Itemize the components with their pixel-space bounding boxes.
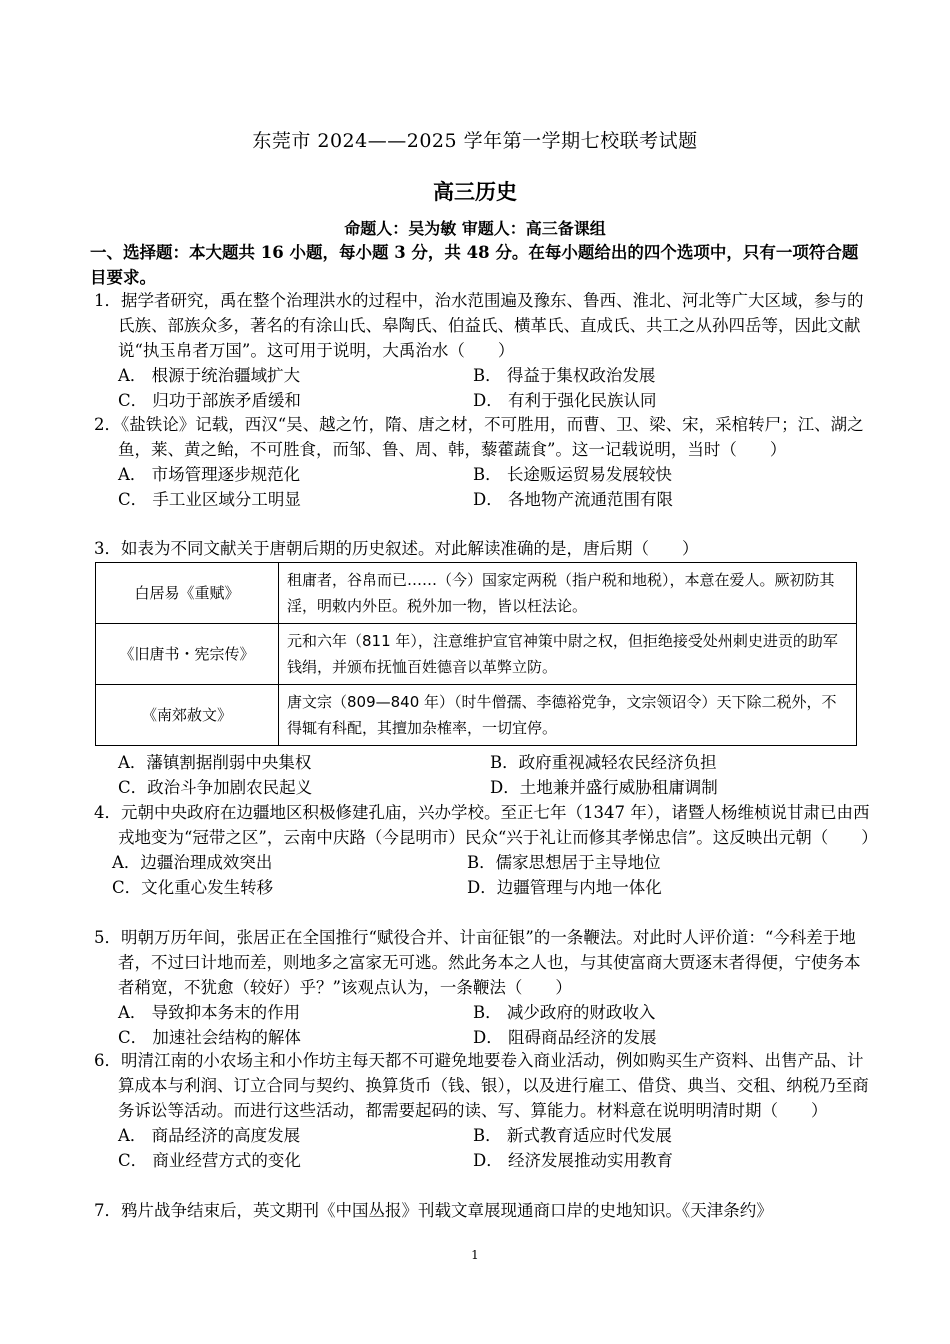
option-a: A． 市场管理逐步规范化 — [118, 465, 301, 484]
option-d: D． 经济发展推动实用教育 — [473, 1151, 673, 1170]
question-text: 2．《盐铁论》记载，西汉“吴、越之竹，隋、唐之材，不可胜用，而曹、卫、梁、宋，采棺转尸；江、湖之鱼，莱、黄之鲐，不可胜食，而邹、鲁、周、韩，藜藿蔬食”。这一记载说明，当时（ ） — [94, 415, 864, 459]
table-row — [96, 563, 857, 624]
option-d: D．边疆管理与内地一体化 — [467, 878, 662, 897]
table-row — [96, 624, 857, 685]
option-c: C． 加速社会结构的解体 — [118, 1028, 301, 1047]
question-4 — [90, 800, 878, 900]
option-d: D． 阻碍商品经济的发展 — [473, 1028, 657, 1047]
option-d: D． 各地物产流通范围有限 — [473, 490, 673, 509]
question-text: 4．元朝中央政府在边疆地区积极修建孔庙，兴办学校。至正七年（1347 年），诸暨人杨维桢说甘肃已由西戎地变为“冠带之区”，云南中庆路（今昆明市）民众“兴于礼让而修其孝悌忠信”。这反映出元朝（ ） — [94, 803, 878, 847]
question-text: 3．如表为不同文献关于唐朝后期的历史叙述。对此解读准确的是，唐后期（ ） — [94, 539, 699, 558]
option-b: B． 减少政府的财政收入 — [473, 1003, 656, 1022]
option-c: C． 手工业区域分工明显 — [118, 490, 301, 509]
page-number: 1 — [471, 1248, 479, 1262]
table-source-cell: 《旧唐书・宪宗传》 — [96, 624, 279, 685]
table-content-cell: 元和六年（811 年），注意维护宣官神策中尉之权，但拒绝接受处州刺史进贡的助军钱绢，并颁布抚恤百姓德音以革弊立防。 — [279, 624, 857, 685]
question-options — [90, 1000, 870, 1050]
question-text: 5．明朝万历年间，张居正在全国推行“赋役合并、计亩征银”的一条鞭法。对此时人评价道：“今科差于地者，不过曰计地而差，则地多之富家无可逃。然此务本之人也，与其使富商大贾逐末者得便，宁使务本者稍宽，不犹愈（较好）乎？”该观点认为，一条鞭法（ ） — [94, 928, 861, 997]
question-3 — [90, 536, 870, 561]
history-table — [95, 562, 857, 746]
option-b: B．儒家思想居于主导地位 — [467, 853, 661, 872]
table-source-cell: 白居易《重赋》 — [96, 563, 279, 624]
question-options — [90, 363, 870, 413]
option-b: B．政府重视减轻农民经济负担 — [490, 753, 717, 772]
question-7 — [90, 1198, 870, 1223]
option-b: B． 长途贩运贸易发展较快 — [473, 465, 672, 484]
option-b: B． 新式教育适应时代发展 — [473, 1126, 672, 1145]
option-c: C． 商业经营方式的变化 — [118, 1151, 301, 1170]
option-c: C．文化重心发生转移 — [112, 878, 274, 897]
question-options — [90, 850, 870, 900]
question-options — [90, 1123, 870, 1173]
option-c: C． 归功于部族矛盾缓和 — [118, 391, 301, 410]
subject-title: 高三历史 — [433, 179, 517, 204]
option-a: A．藩镇割据削弱中央集权 — [118, 753, 312, 772]
option-a: A． 导致抑本务末的作用 — [118, 1003, 301, 1022]
section-heading: 一、选择题：本大题共 16 小题，每小题 3 分，共 48 分。在每小题给出的四个选项中，只有一项符合题目要求。 — [90, 243, 859, 287]
question-5 — [90, 925, 870, 1050]
table-source-cell: 《南郊赦文》 — [96, 685, 279, 746]
question-6 — [90, 1048, 870, 1173]
table-row — [96, 685, 857, 746]
authors-line: 命题人：吴为敏 审题人：高三备课组 — [344, 219, 606, 238]
question-text: 7．鸦片战争结束后，英文期刊《中国丛报》刊载文章展现通商口岸的史地知识。《天津条约》 — [94, 1201, 773, 1220]
option-d: D． 有利于强化民族认同 — [473, 391, 657, 410]
option-c: C．政治斗争加剧农民起义 — [118, 778, 313, 797]
option-a: A．边疆治理成效突出 — [112, 853, 273, 872]
question-3-options — [118, 750, 868, 800]
question-text: 6．明清江南的小农场主和小作坊主每天都不可避免地要卷入商业活动，例如购买生产资料、出售产品、计算成本与利润、订立合同与契约、换算货币（钱、银），以及进行雇工、借贷、典当、交租、纳税乃至商务诉讼等活动。而进行这些活动，都需要起码的读、写、算能力。材料意在说明明清时期（ ） — [94, 1051, 869, 1120]
exam-title: 东莞市 2024——2025 学年第一学期七校联考试题 — [252, 130, 698, 152]
table-content-cell: 租庸者，谷帛而已……（今）国家定两税（指户税和地税），本意在爱人。厥初防其淫，明敕内外臣。税外加一物，皆以枉法论。 — [279, 563, 857, 624]
question-1 — [90, 288, 870, 413]
question-2 — [90, 412, 870, 512]
option-d: D．土地兼并盛行威胁租庸调制 — [490, 778, 718, 797]
question-options — [90, 462, 870, 512]
option-a: A． 根源于统治疆域扩大 — [118, 366, 301, 385]
question-text: 1．据学者研究，禹在整个治理洪水的过程中，治水范围遍及豫东、鲁西、淮北、河北等广大区域，参与的氏族、部族众多，著名的有涂山氏、皋陶氏、伯益氏、横革氏、直成氏、共工之从孙四岳等，因此文献说“执玉帛者万国”。这可用于说明，大禹治水（ ） — [94, 291, 864, 360]
option-a: A． 商品经济的高度发展 — [118, 1126, 301, 1145]
option-b: B． 得益于集权政治发展 — [473, 366, 656, 385]
table-content-cell: 唐文宗（809—840 年）（时牛僧孺、李德裕党争，文宗领诏令）天下除二税外，不得辄有科配，其擅加杂榷率，一切宜停。 — [279, 685, 857, 746]
